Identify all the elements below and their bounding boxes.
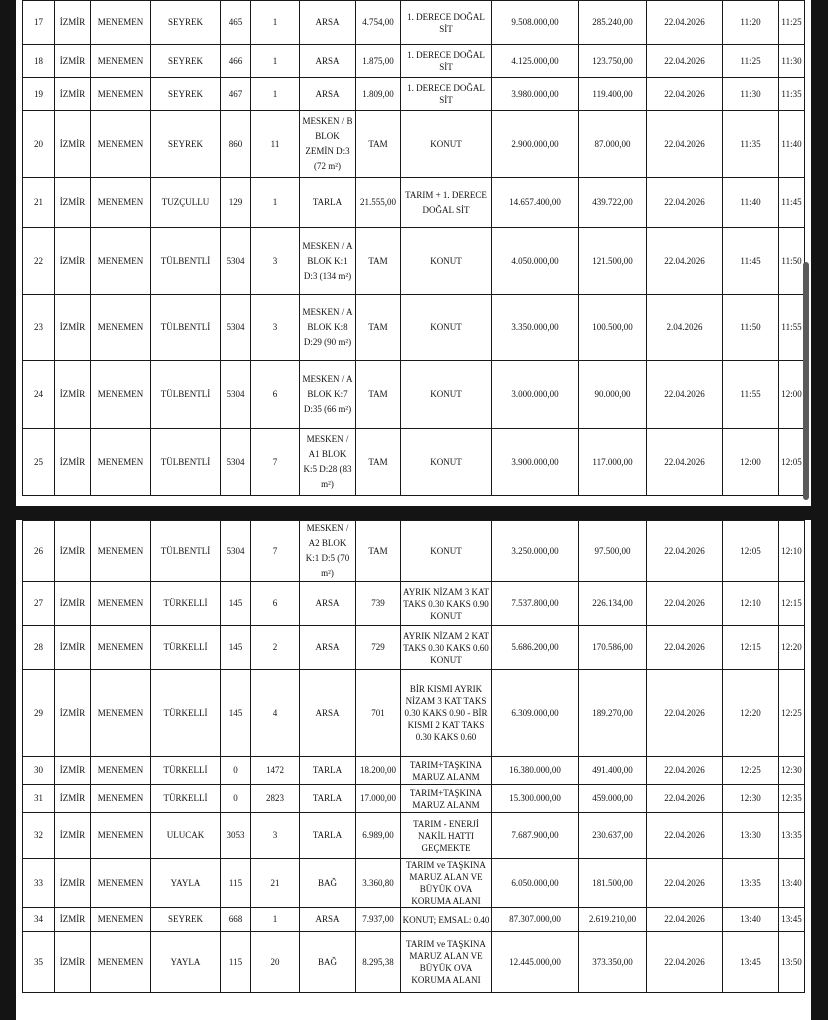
- block-cell: 0: [221, 757, 251, 785]
- end-time-cell: 11:35: [779, 78, 805, 111]
- date-cell: 22.04.2026: [647, 45, 723, 78]
- date-cell: 22.04.2026: [647, 78, 723, 111]
- area-cell: 1.875,00: [356, 45, 401, 78]
- parcel-cell: 20: [251, 932, 300, 993]
- zoning-cell: BİR KISMI AYRIK NİZAM 3 KAT TAKS 0.30 KAKS 0.90 - BİR KISMI 2 KAT TAKS 0.30 KAKS 0.60: [401, 670, 492, 757]
- block-cell: 0: [221, 785, 251, 813]
- parcel-cell: 3: [251, 228, 300, 295]
- zoning-cell: TARIM - ENERJİ NAKİL HATTI GEÇMEKTE: [401, 813, 492, 859]
- district-cell: MENEMEN: [91, 757, 151, 785]
- table-row: [23, 932, 805, 993]
- date-cell: 2.04.2026: [647, 295, 723, 361]
- district-cell: MENEMEN: [91, 670, 151, 757]
- price-cell: 14.657.400,00: [492, 178, 579, 228]
- table-body: [23, 1, 805, 496]
- zoning-cell: TARIM ve TAŞKINA MARUZ ALAN VE BÜYÜK OVA KORUMA ALANI: [401, 932, 492, 993]
- price-cell: 3.900.000,00: [492, 429, 579, 496]
- zoning-cell: TARIM+TAŞKINA MARUZ ALANM: [401, 757, 492, 785]
- start-time-cell: 12:25: [723, 757, 779, 785]
- area-cell: 8.295,38: [356, 932, 401, 993]
- deposit-cell: 97.500,00: [579, 521, 647, 582]
- zoning-cell: KONUT; EMSAL: 0.40: [401, 908, 492, 932]
- end-time-cell: 12:10: [779, 521, 805, 582]
- deposit-cell: 285.240,00: [579, 1, 647, 45]
- price-cell: 7.687.900,00: [492, 813, 579, 859]
- area-cell: 739: [356, 582, 401, 626]
- property-type-cell: ARSA: [300, 45, 356, 78]
- deposit-cell: 119.400,00: [579, 78, 647, 111]
- end-time-cell: 12:20: [779, 626, 805, 670]
- deposit-cell: 170.586,00: [579, 626, 647, 670]
- property-type-cell: TARLA: [300, 178, 356, 228]
- auction-table-page-2: [22, 520, 805, 993]
- end-time-cell: 11:30: [779, 45, 805, 78]
- area-cell: 17.000,00: [356, 785, 401, 813]
- district-cell: MENEMEN: [91, 361, 151, 429]
- area-cell: 3.360,80: [356, 859, 401, 908]
- end-time-cell: 11:40: [779, 111, 805, 178]
- date-cell: 22.04.2026: [647, 908, 723, 932]
- date-cell: 22.04.2026: [647, 1, 723, 45]
- document-page-2: [16, 520, 811, 1020]
- neighborhood-cell: ULUCAK: [151, 813, 221, 859]
- table-row: [23, 178, 805, 228]
- parcel-cell: 3: [251, 295, 300, 361]
- date-cell: 22.04.2026: [647, 859, 723, 908]
- table-row: [23, 757, 805, 785]
- block-cell: 115: [221, 932, 251, 993]
- row-number-cell: 25: [23, 429, 55, 496]
- neighborhood-cell: TÜLBENTLİ: [151, 429, 221, 496]
- property-type-cell: ARSA: [300, 582, 356, 626]
- block-cell: 3053: [221, 813, 251, 859]
- price-cell: 16.380.000,00: [492, 757, 579, 785]
- neighborhood-cell: SEYREK: [151, 78, 221, 111]
- zoning-cell: 1. DERECE DOĞAL SİT: [401, 1, 492, 45]
- price-cell: 6.309.000,00: [492, 670, 579, 757]
- end-time-cell: 12:05: [779, 429, 805, 496]
- property-type-cell: BAĞ: [300, 859, 356, 908]
- district-cell: MENEMEN: [91, 111, 151, 178]
- property-type-cell: MESKEN / A2 BLOK K:1 D:5 (70 m²): [300, 521, 356, 582]
- deposit-cell: 459.000,00: [579, 785, 647, 813]
- province-cell: İZMİR: [55, 785, 91, 813]
- deposit-cell: 123.750,00: [579, 45, 647, 78]
- start-time-cell: 11:55: [723, 361, 779, 429]
- row-number-cell: 28: [23, 626, 55, 670]
- row-number-cell: 23: [23, 295, 55, 361]
- property-type-cell: MESKEN / B BLOK ZEMİN D:3 (72 m²): [300, 111, 356, 178]
- neighborhood-cell: TÜRKELLİ: [151, 626, 221, 670]
- province-cell: İZMİR: [55, 295, 91, 361]
- area-cell: 1.809,00: [356, 78, 401, 111]
- price-cell: 2.900.000,00: [492, 111, 579, 178]
- start-time-cell: 13:40: [723, 908, 779, 932]
- date-cell: 22.04.2026: [647, 813, 723, 859]
- district-cell: MENEMEN: [91, 1, 151, 45]
- start-time-cell: 12:10: [723, 582, 779, 626]
- end-time-cell: 12:00: [779, 361, 805, 429]
- price-cell: 6.050.000,00: [492, 859, 579, 908]
- block-cell: 467: [221, 78, 251, 111]
- property-type-cell: MESKEN / A BLOK K:8 D:29 (90 m²): [300, 295, 356, 361]
- date-cell: 22.04.2026: [647, 670, 723, 757]
- parcel-cell: 6: [251, 582, 300, 626]
- zoning-cell: AYRIK NİZAM 2 KAT TAKS 0.30 KAKS 0.60 KONUT: [401, 626, 492, 670]
- zoning-cell: KONUT: [401, 429, 492, 496]
- province-cell: İZMİR: [55, 582, 91, 626]
- price-cell: 3.250.000,00: [492, 521, 579, 582]
- block-cell: 5304: [221, 228, 251, 295]
- start-time-cell: 11:45: [723, 228, 779, 295]
- deposit-cell: 189.270,00: [579, 670, 647, 757]
- deposit-cell: 226.134,00: [579, 582, 647, 626]
- row-number-cell: 34: [23, 908, 55, 932]
- province-cell: İZMİR: [55, 757, 91, 785]
- zoning-cell: KONUT: [401, 295, 492, 361]
- property-type-cell: ARSA: [300, 1, 356, 45]
- start-time-cell: 11:35: [723, 111, 779, 178]
- end-time-cell: 13:40: [779, 859, 805, 908]
- end-time-cell: 12:15: [779, 582, 805, 626]
- table-row: [23, 813, 805, 859]
- district-cell: MENEMEN: [91, 908, 151, 932]
- date-cell: 22.04.2026: [647, 429, 723, 496]
- district-cell: MENEMEN: [91, 626, 151, 670]
- price-cell: 9.508.000,00: [492, 1, 579, 45]
- neighborhood-cell: TÜRKELLİ: [151, 757, 221, 785]
- table-row: [23, 785, 805, 813]
- price-cell: 87.307.000,00: [492, 908, 579, 932]
- end-time-cell: 13:35: [779, 813, 805, 859]
- end-time-cell: 11:25: [779, 1, 805, 45]
- province-cell: İZMİR: [55, 813, 91, 859]
- parcel-cell: 7: [251, 429, 300, 496]
- deposit-cell: 2.619.210,00: [579, 908, 647, 932]
- parcel-cell: 2823: [251, 785, 300, 813]
- neighborhood-cell: TÜRKELLİ: [151, 785, 221, 813]
- start-time-cell: 12:30: [723, 785, 779, 813]
- district-cell: MENEMEN: [91, 78, 151, 111]
- date-cell: 22.04.2026: [647, 521, 723, 582]
- province-cell: İZMİR: [55, 1, 91, 45]
- neighborhood-cell: TÜRKELLİ: [151, 582, 221, 626]
- start-time-cell: 12:15: [723, 626, 779, 670]
- neighborhood-cell: TÜLBENTLİ: [151, 521, 221, 582]
- property-type-cell: ARSA: [300, 626, 356, 670]
- start-time-cell: 13:30: [723, 813, 779, 859]
- start-time-cell: 11:30: [723, 78, 779, 111]
- property-type-cell: ARSA: [300, 908, 356, 932]
- deposit-cell: 230.637,00: [579, 813, 647, 859]
- area-cell: 701: [356, 670, 401, 757]
- parcel-cell: 1: [251, 908, 300, 932]
- table-row: [23, 1, 805, 45]
- price-cell: 4.125.000,00: [492, 45, 579, 78]
- deposit-cell: 90.000,00: [579, 361, 647, 429]
- area-cell: TAM: [356, 361, 401, 429]
- price-cell: 12.445.000,00: [492, 932, 579, 993]
- table-row: [23, 45, 805, 78]
- neighborhood-cell: YAYLA: [151, 932, 221, 993]
- province-cell: İZMİR: [55, 908, 91, 932]
- row-number-cell: 35: [23, 932, 55, 993]
- province-cell: İZMİR: [55, 932, 91, 993]
- parcel-cell: 21: [251, 859, 300, 908]
- province-cell: İZMİR: [55, 45, 91, 78]
- row-number-cell: 24: [23, 361, 55, 429]
- neighborhood-cell: SEYREK: [151, 1, 221, 45]
- zoning-cell: KONUT: [401, 111, 492, 178]
- auction-table-page-1: [22, 0, 805, 496]
- neighborhood-cell: TÜRKELLİ: [151, 670, 221, 757]
- table-row: [23, 228, 805, 295]
- row-number-cell: 31: [23, 785, 55, 813]
- start-time-cell: 11:20: [723, 1, 779, 45]
- price-cell: 3.000.000,00: [492, 361, 579, 429]
- table-body: [23, 521, 805, 993]
- row-number-cell: 20: [23, 111, 55, 178]
- parcel-cell: 1: [251, 1, 300, 45]
- date-cell: 22.04.2026: [647, 582, 723, 626]
- property-type-cell: ARSA: [300, 78, 356, 111]
- table-row: [23, 295, 805, 361]
- deposit-cell: 181.500,00: [579, 859, 647, 908]
- price-cell: 3.980.000,00: [492, 78, 579, 111]
- property-type-cell: MESKEN / A BLOK K:7 D:35 (66 m²): [300, 361, 356, 429]
- area-cell: 6.989,00: [356, 813, 401, 859]
- start-time-cell: 13:35: [723, 859, 779, 908]
- date-cell: 22.04.2026: [647, 757, 723, 785]
- parcel-cell: 7: [251, 521, 300, 582]
- parcel-cell: 11: [251, 111, 300, 178]
- price-cell: 7.537.800,00: [492, 582, 579, 626]
- province-cell: İZMİR: [55, 429, 91, 496]
- neighborhood-cell: YAYLA: [151, 859, 221, 908]
- end-time-cell: 11:50: [779, 228, 805, 295]
- table-row: [23, 859, 805, 908]
- district-cell: MENEMEN: [91, 932, 151, 993]
- neighborhood-cell: SEYREK: [151, 45, 221, 78]
- district-cell: MENEMEN: [91, 295, 151, 361]
- area-cell: 18.200,00: [356, 757, 401, 785]
- date-cell: 22.04.2026: [647, 361, 723, 429]
- deposit-cell: 439.722,00: [579, 178, 647, 228]
- parcel-cell: 1472: [251, 757, 300, 785]
- deposit-cell: 121.500,00: [579, 228, 647, 295]
- start-time-cell: 12:00: [723, 429, 779, 496]
- row-number-cell: 21: [23, 178, 55, 228]
- table-row: [23, 582, 805, 626]
- price-cell: 5.686.200,00: [492, 626, 579, 670]
- row-number-cell: 18: [23, 45, 55, 78]
- zoning-cell: 1. DERECE DOĞAL SİT: [401, 45, 492, 78]
- parcel-cell: 2: [251, 626, 300, 670]
- neighborhood-cell: TÜLBENTLİ: [151, 361, 221, 429]
- province-cell: İZMİR: [55, 859, 91, 908]
- neighborhood-cell: TÜLBENTLİ: [151, 228, 221, 295]
- parcel-cell: 3: [251, 813, 300, 859]
- district-cell: MENEMEN: [91, 178, 151, 228]
- date-cell: 22.04.2026: [647, 111, 723, 178]
- end-time-cell: 13:45: [779, 908, 805, 932]
- table-row: [23, 670, 805, 757]
- zoning-cell: TARIM ve TAŞKINA MARUZ ALAN VE BÜYÜK OVA KORUMA ALANI: [401, 859, 492, 908]
- district-cell: MENEMEN: [91, 228, 151, 295]
- parcel-cell: 1: [251, 178, 300, 228]
- block-cell: 129: [221, 178, 251, 228]
- block-cell: 5304: [221, 361, 251, 429]
- start-time-cell: 12:20: [723, 670, 779, 757]
- date-cell: 22.04.2026: [647, 228, 723, 295]
- price-cell: 15.300.000,00: [492, 785, 579, 813]
- zoning-cell: AYRIK NİZAM 3 KAT TAKS 0.30 KAKS 0.90 KONUT: [401, 582, 492, 626]
- deposit-cell: 373.350,00: [579, 932, 647, 993]
- province-cell: İZMİR: [55, 78, 91, 111]
- province-cell: İZMİR: [55, 626, 91, 670]
- zoning-cell: TARIM + 1. DERECE DOĞAL SİT: [401, 178, 492, 228]
- start-time-cell: 12:05: [723, 521, 779, 582]
- row-number-cell: 27: [23, 582, 55, 626]
- date-cell: 22.04.2026: [647, 626, 723, 670]
- area-cell: 4.754,00: [356, 1, 401, 45]
- deposit-cell: 100.500,00: [579, 295, 647, 361]
- start-time-cell: 13:45: [723, 932, 779, 993]
- area-cell: TAM: [356, 295, 401, 361]
- end-time-cell: 13:50: [779, 932, 805, 993]
- property-type-cell: TARLA: [300, 785, 356, 813]
- date-cell: 22.04.2026: [647, 785, 723, 813]
- property-type-cell: BAĞ: [300, 932, 356, 993]
- district-cell: MENEMEN: [91, 859, 151, 908]
- block-cell: 115: [221, 859, 251, 908]
- row-number-cell: 26: [23, 521, 55, 582]
- block-cell: 145: [221, 626, 251, 670]
- deposit-cell: 87.000,00: [579, 111, 647, 178]
- table-row: [23, 908, 805, 932]
- province-cell: İZMİR: [55, 361, 91, 429]
- neighborhood-cell: SEYREK: [151, 111, 221, 178]
- zoning-cell: 1. DERECE DOĞAL SİT: [401, 78, 492, 111]
- zoning-cell: KONUT: [401, 521, 492, 582]
- start-time-cell: 11:25: [723, 45, 779, 78]
- district-cell: MENEMEN: [91, 45, 151, 78]
- province-cell: İZMİR: [55, 670, 91, 757]
- district-cell: MENEMEN: [91, 582, 151, 626]
- area-cell: TAM: [356, 429, 401, 496]
- document-page-1: [16, 0, 811, 506]
- zoning-cell: TARIM+TAŞKINA MARUZ ALANM: [401, 785, 492, 813]
- province-cell: İZMİR: [55, 228, 91, 295]
- parcel-cell: 4: [251, 670, 300, 757]
- area-cell: 7.937,00: [356, 908, 401, 932]
- date-cell: 22.04.2026: [647, 178, 723, 228]
- block-cell: 466: [221, 45, 251, 78]
- start-time-cell: 11:50: [723, 295, 779, 361]
- district-cell: MENEMEN: [91, 813, 151, 859]
- area-cell: 21.555,00: [356, 178, 401, 228]
- province-cell: İZMİR: [55, 178, 91, 228]
- table-row: [23, 521, 805, 582]
- district-cell: MENEMEN: [91, 785, 151, 813]
- price-cell: 4.050.000,00: [492, 228, 579, 295]
- end-time-cell: 11:45: [779, 178, 805, 228]
- block-cell: 860: [221, 111, 251, 178]
- date-cell: 22.04.2026: [647, 932, 723, 993]
- property-type-cell: MESKEN / A BLOK K:1 D:3 (134 m²): [300, 228, 356, 295]
- table-row: [23, 361, 805, 429]
- area-cell: TAM: [356, 521, 401, 582]
- property-type-cell: TARLA: [300, 813, 356, 859]
- parcel-cell: 6: [251, 361, 300, 429]
- end-time-cell: 11:55: [779, 295, 805, 361]
- scrollbar[interactable]: [803, 262, 809, 500]
- block-cell: 145: [221, 670, 251, 757]
- neighborhood-cell: TUZÇULLU: [151, 178, 221, 228]
- area-cell: TAM: [356, 228, 401, 295]
- area-cell: TAM: [356, 111, 401, 178]
- block-cell: 5304: [221, 429, 251, 496]
- parcel-cell: 1: [251, 45, 300, 78]
- row-number-cell: 32: [23, 813, 55, 859]
- end-time-cell: 12:35: [779, 785, 805, 813]
- end-time-cell: 12:25: [779, 670, 805, 757]
- row-number-cell: 33: [23, 859, 55, 908]
- block-cell: 5304: [221, 295, 251, 361]
- property-type-cell: MESKEN / A1 BLOK K:5 D:28 (83 m²): [300, 429, 356, 496]
- row-number-cell: 30: [23, 757, 55, 785]
- end-time-cell: 12:30: [779, 757, 805, 785]
- zoning-cell: KONUT: [401, 361, 492, 429]
- row-number-cell: 29: [23, 670, 55, 757]
- table-row: [23, 78, 805, 111]
- block-cell: 668: [221, 908, 251, 932]
- table-row: [23, 111, 805, 178]
- property-type-cell: ARSA: [300, 670, 356, 757]
- province-cell: İZMİR: [55, 111, 91, 178]
- neighborhood-cell: TÜLBENTLİ: [151, 295, 221, 361]
- table-row: [23, 429, 805, 496]
- row-number-cell: 22: [23, 228, 55, 295]
- block-cell: 465: [221, 1, 251, 45]
- area-cell: 729: [356, 626, 401, 670]
- parcel-cell: 1: [251, 78, 300, 111]
- table-row: [23, 626, 805, 670]
- start-time-cell: 11:40: [723, 178, 779, 228]
- block-cell: 5304: [221, 521, 251, 582]
- deposit-cell: 117.000,00: [579, 429, 647, 496]
- zoning-cell: KONUT: [401, 228, 492, 295]
- province-cell: İZMİR: [55, 521, 91, 582]
- row-number-cell: 19: [23, 78, 55, 111]
- deposit-cell: 491.400,00: [579, 757, 647, 785]
- neighborhood-cell: SEYREK: [151, 908, 221, 932]
- district-cell: MENEMEN: [91, 521, 151, 582]
- row-number-cell: 17: [23, 1, 55, 45]
- price-cell: 3.350.000,00: [492, 295, 579, 361]
- block-cell: 145: [221, 582, 251, 626]
- property-type-cell: TARLA: [300, 757, 356, 785]
- district-cell: MENEMEN: [91, 429, 151, 496]
